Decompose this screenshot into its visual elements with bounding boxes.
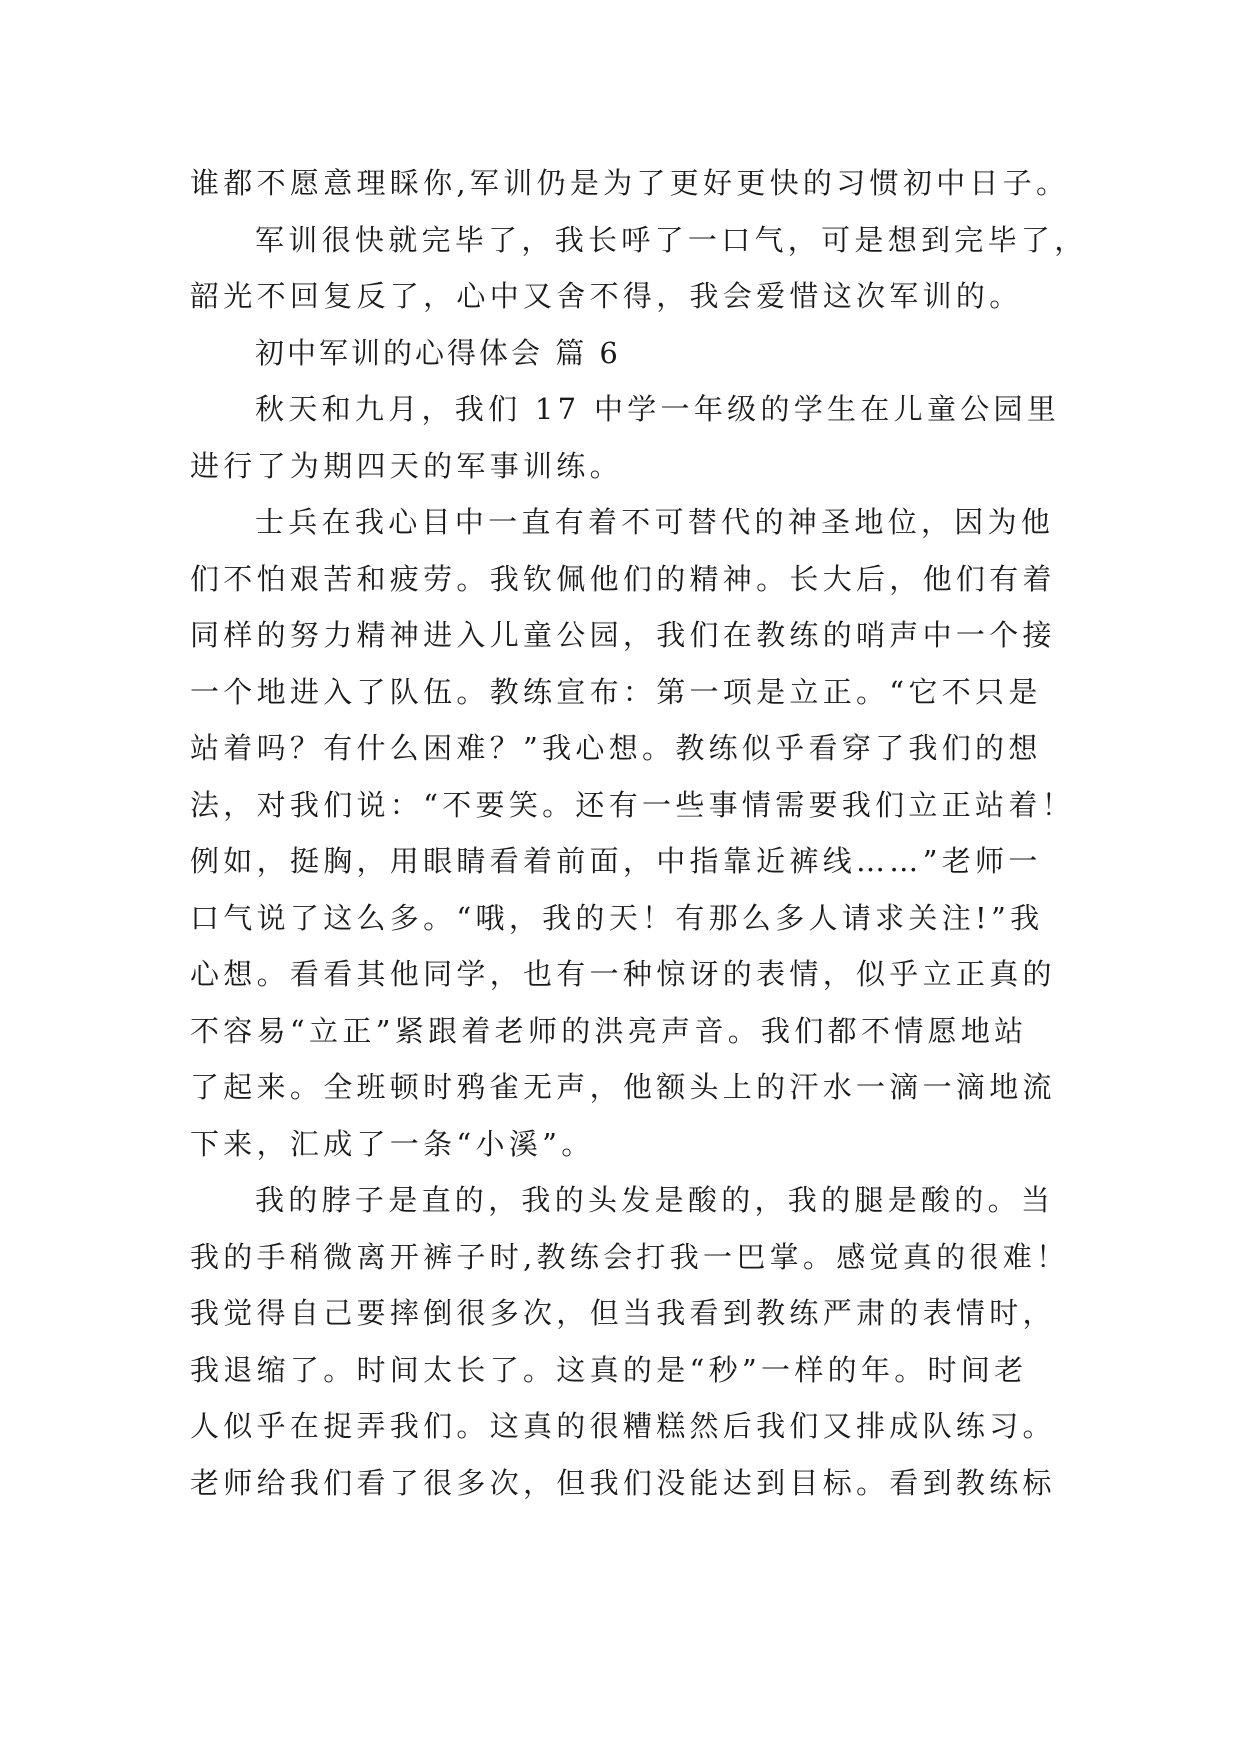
text-line: 不容易“立正”紧跟着老师的洪亮声音。我们都不情愿地站: [190, 1014, 1028, 1048]
paragraph-start-line: 士兵在我心目中一直有着不可替代的神圣地位，因为他: [255, 505, 1055, 539]
text-line: 谁都不愿意理睬你,军训仍是为了更好更快的习惯初中日子。: [190, 166, 1070, 200]
text-line: 我的手稍微离开裤子时,教练会打我一巴掌。感觉真的很难！: [190, 1240, 1070, 1274]
text-line: 例如，挺胸，用眼睛看着前面，中指靠近裤线……”老师一: [190, 844, 1042, 878]
text-line: 我退缩了。时间太长了。这真的是“秒”一样的年。时间老: [190, 1353, 1028, 1387]
text-line: 进行了为期四天的军事训练。: [190, 449, 623, 483]
text-line: 心想。看看其他同学，也有一种惊讶的表情，似乎立正真的: [190, 957, 1056, 991]
text-line: 法，对我们说：“不要笑。还有一些事情需要我们立正站着！: [190, 788, 1075, 822]
text-line: 同样的努力精神进入儿童公园，我们在教练的哨声中一个接: [190, 618, 1056, 652]
text-line: 们不怕艰苦和疲劳。我钦佩他们的精神。长大后，他们有着: [190, 562, 1056, 596]
section-heading: 初中军训的心得体会 篇 6: [255, 336, 621, 370]
text-line: 了起来。全班顿时鸦雀无声，他额头上的汗水一滴一滴地流: [190, 1070, 1056, 1104]
text-line: 韶光不回复反了，心中又舍不得，我会爱惜这次军训的。: [190, 279, 1023, 313]
paragraph-start-line: 我的脖子是直的，我的头发是酸的，我的腿是酸的。当: [255, 1183, 1055, 1217]
text-line: 老师给我们看了很多次，但我们没能达到目标。看到教练标: [190, 1466, 1056, 1500]
text-line: 站着吗？有什么困难？”我心想。教练似乎看穿了我们的想: [190, 731, 1042, 765]
text-line: 我觉得自己要摔倒很多次，但当我看到教练严肃的表情时，: [190, 1296, 1056, 1330]
text-line: 口气说了这么多。“哦，我的天！有那么多人请求关注!”我: [190, 901, 1044, 935]
text-line: 人似乎在捉弄我们。这真的很糟糕然后我们又排成队练习。: [190, 1409, 1056, 1443]
text-line: 下来，汇成了一条“小溪”。: [190, 1127, 595, 1161]
paragraph-start-line: 秋天和九月，我们 17 中学一年级的学生在儿童公园里: [255, 392, 1061, 426]
paragraph-start-line: 军训很快就完毕了，我长呼了一口气，可是想到完毕了，: [255, 223, 1088, 257]
text-line: 一个地进入了队伍。教练宣布：第一项是立正。“它不只是: [190, 675, 1042, 709]
